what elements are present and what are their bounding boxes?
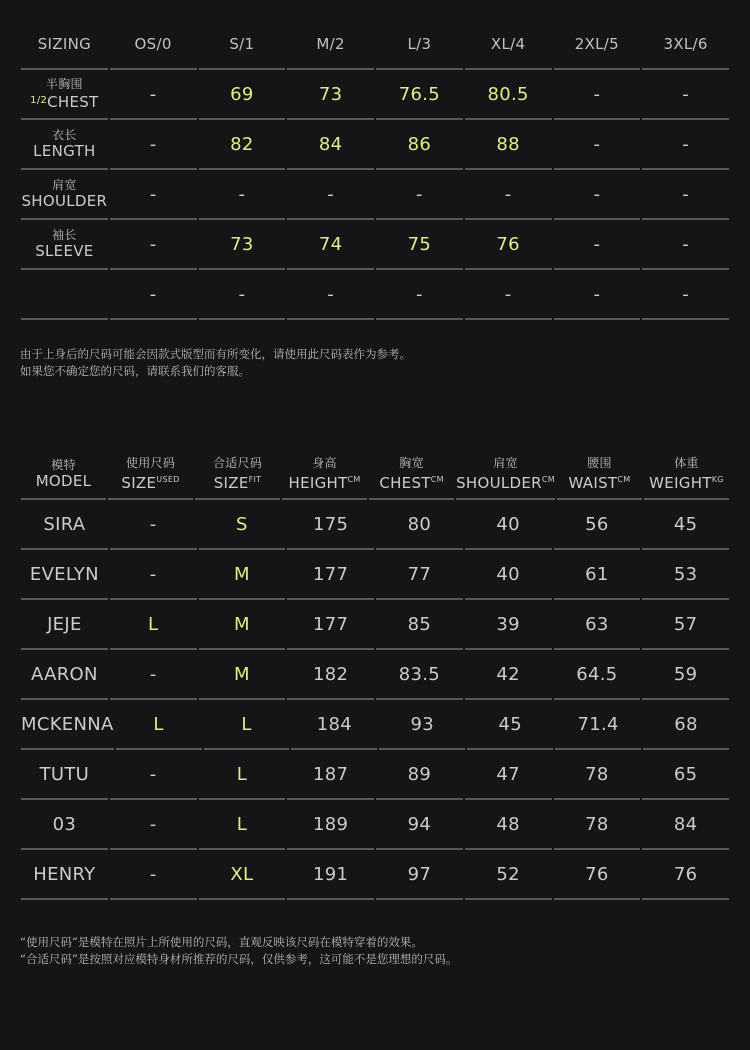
- model-value: 59: [642, 650, 729, 700]
- model-value: 177: [287, 600, 374, 650]
- model-value: 80: [376, 500, 463, 550]
- size-row-label: [21, 220, 108, 270]
- model-value: 94: [376, 800, 463, 850]
- header-en-text: MODEL: [35, 471, 92, 490]
- model-row: [20, 700, 730, 750]
- model-value: 39: [465, 600, 552, 650]
- header-size: M/2: [287, 20, 374, 70]
- size-value: -: [554, 70, 641, 120]
- model-value: 184: [291, 700, 377, 750]
- model-name: TUTU: [21, 750, 108, 800]
- model-value: L: [204, 700, 290, 750]
- model-value: L: [110, 600, 197, 650]
- model-value: 53: [642, 550, 729, 600]
- model-value: XL: [199, 850, 286, 900]
- model-value: 48: [465, 800, 552, 850]
- header-en-text: WAIST: [568, 473, 618, 492]
- size-row-label: [21, 120, 108, 170]
- size-value: -: [465, 170, 552, 220]
- header-size: 3XL/6: [642, 20, 729, 70]
- header-unit: KG: [711, 474, 724, 484]
- model-value: 76: [642, 850, 729, 900]
- size-value: -: [110, 170, 197, 220]
- size-value: -: [554, 220, 641, 270]
- label-en: [30, 91, 98, 112]
- model-row: [20, 500, 730, 550]
- model-value: -: [110, 850, 197, 900]
- label-cn: 肩宽: [52, 177, 77, 192]
- model-table-header: [20, 450, 730, 500]
- model-name: MCKENNA: [21, 700, 114, 750]
- size-value: -: [642, 220, 729, 270]
- size-value: -: [376, 270, 463, 320]
- model-row: [20, 750, 730, 800]
- label-en-text: SLEEVE: [35, 241, 94, 260]
- size-value: -: [642, 170, 729, 220]
- model-row: [20, 800, 730, 850]
- size-value: -: [199, 170, 286, 220]
- label-en-text: LENGTH: [33, 141, 96, 160]
- model-header: [557, 450, 642, 500]
- model-name: SIRA: [21, 500, 108, 550]
- size-table: [20, 20, 730, 320]
- header-sizing: SIZING: [21, 20, 108, 70]
- header-size: 2XL/5: [554, 20, 641, 70]
- size-value: -: [554, 270, 641, 320]
- size-value: -: [110, 270, 197, 320]
- size-value: -: [287, 170, 374, 220]
- header-en-text: HEIGHT: [288, 473, 348, 492]
- size-value: -: [642, 120, 729, 170]
- model-value: 56: [554, 500, 641, 550]
- header-unit: CM: [617, 474, 631, 484]
- model-value: 77: [376, 550, 463, 600]
- model-value: 63: [554, 600, 641, 650]
- size-row: [20, 220, 730, 270]
- size-value: 75: [376, 220, 463, 270]
- size-value: 73: [199, 220, 286, 270]
- size-value: 80.5: [465, 70, 552, 120]
- header-en: [379, 470, 444, 493]
- size-row: [20, 120, 730, 170]
- size-value: 74: [287, 220, 374, 270]
- model-value: -: [110, 650, 197, 700]
- size-value: 84: [287, 120, 374, 170]
- model-value: 61: [554, 550, 641, 600]
- model-value: 93: [379, 700, 465, 750]
- model-name: JEJE: [21, 600, 108, 650]
- size-value: 88: [465, 120, 552, 170]
- model-value: L: [199, 800, 286, 850]
- model-value: M: [199, 550, 286, 600]
- size-value: 73: [287, 70, 374, 120]
- model-header: [456, 450, 555, 500]
- header-en-text: WEIGHT: [649, 473, 712, 492]
- model-value: 68: [643, 700, 729, 750]
- size-row: [20, 70, 730, 120]
- model-value: S: [199, 500, 286, 550]
- model-name: 03: [21, 800, 108, 850]
- model-row: [20, 850, 730, 900]
- header-cn: 腰围: [587, 455, 612, 470]
- header-cn: 合适尺码: [212, 455, 263, 470]
- model-header: [21, 450, 106, 500]
- label-prefix: 1/2: [30, 94, 48, 106]
- model-value: 45: [642, 500, 729, 550]
- size-value: -: [376, 170, 463, 220]
- model-value: 97: [376, 850, 463, 900]
- header-unit: CM: [541, 474, 555, 484]
- model-value: 71.4: [555, 700, 641, 750]
- model-value: 57: [642, 600, 729, 650]
- model-name: HENRY: [21, 850, 108, 900]
- header-cn: 身高: [312, 455, 337, 470]
- header-en-text: SIZE: [213, 473, 249, 492]
- model-name: AARON: [21, 650, 108, 700]
- size-value: 76: [465, 220, 552, 270]
- model-value: 64.5: [554, 650, 641, 700]
- model-value: L: [116, 700, 202, 750]
- header-cn: 胸宽: [399, 455, 424, 470]
- size-table-header: [20, 20, 730, 70]
- size-note-line: 由于上身后的尺码可能会因款式版型而有所变化，请使用此尺码表作为参考。: [20, 347, 411, 361]
- model-value: -: [110, 500, 197, 550]
- size-row-label: [21, 170, 108, 220]
- size-row-label: [21, 270, 108, 320]
- size-row-label: [21, 70, 108, 120]
- model-value: 177: [287, 550, 374, 600]
- header-size: S/1: [199, 20, 286, 70]
- model-value: 45: [467, 700, 553, 750]
- size-value: -: [199, 270, 286, 320]
- label-en-text: SHOULDER: [21, 191, 108, 210]
- header-en: [288, 470, 360, 493]
- header-en: [121, 470, 179, 493]
- model-value: 191: [287, 850, 374, 900]
- header-size: L/3: [376, 20, 463, 70]
- size-value: -: [554, 120, 641, 170]
- size-note: [20, 346, 411, 380]
- size-value: -: [465, 270, 552, 320]
- header-en: [568, 470, 630, 493]
- model-header: [108, 450, 193, 500]
- header-size: XL/4: [465, 20, 552, 70]
- header-size: OS/0: [110, 20, 197, 70]
- model-row: [20, 600, 730, 650]
- model-header: [195, 450, 280, 500]
- model-row: [20, 550, 730, 600]
- header-cn: 使用尺码: [125, 455, 176, 470]
- header-cn: 体重: [674, 455, 699, 470]
- header-unit: USED: [156, 474, 180, 484]
- model-row: [20, 650, 730, 700]
- size-value: -: [110, 120, 197, 170]
- model-value: -: [110, 750, 197, 800]
- size-value: 76.5: [376, 70, 463, 120]
- model-header: [282, 450, 367, 500]
- header-unit: FIT: [248, 474, 262, 484]
- size-value: -: [554, 170, 641, 220]
- header-en: [214, 470, 262, 493]
- label-en: [35, 242, 93, 261]
- model-value: 187: [287, 750, 374, 800]
- size-value: -: [110, 220, 197, 270]
- model-value: -: [110, 800, 197, 850]
- model-value: 84: [642, 800, 729, 850]
- header-en-text: SIZE: [121, 473, 157, 492]
- size-value: 69: [199, 70, 286, 120]
- model-value: 42: [465, 650, 552, 700]
- model-value: 85: [376, 600, 463, 650]
- model-value: 52: [465, 850, 552, 900]
- header-en-text: CHEST: [379, 473, 431, 492]
- model-value: 189: [287, 800, 374, 850]
- model-note: [20, 934, 457, 968]
- label-cn: 半胸围: [45, 76, 83, 91]
- header-unit: CM: [430, 474, 444, 484]
- model-value: -: [110, 550, 197, 600]
- header-cn: 肩宽: [493, 455, 518, 470]
- size-note-line: 如果您不确定您的尺码，请联系我们的客服。: [20, 364, 250, 378]
- model-note-line: “合适尺码”是按照对应模特身材所推荐的尺码，仅供参考，这可能不是您理想的尺码。: [20, 952, 458, 966]
- model-note-line: “使用尺码”是模特在照片上所使用的尺码，直观反映该尺码在模特穿着的效果。: [20, 935, 423, 949]
- model-value: 175: [287, 500, 374, 550]
- model-value: 78: [554, 750, 641, 800]
- size-row: [20, 170, 730, 220]
- model-name: EVELYN: [21, 550, 108, 600]
- model-header: [644, 450, 729, 500]
- header-cn: 模特: [51, 457, 76, 472]
- size-value: 86: [376, 120, 463, 170]
- size-row: [20, 270, 730, 320]
- model-value: 182: [287, 650, 374, 700]
- model-value: L: [199, 750, 286, 800]
- model-table: [20, 450, 730, 900]
- header-en-text: SHOULDER: [456, 473, 542, 492]
- header-unit: CM: [347, 474, 361, 484]
- label-en: [33, 142, 95, 161]
- model-header: [369, 450, 454, 500]
- model-value: 83.5: [376, 650, 463, 700]
- header-en: [456, 470, 555, 493]
- size-value: -: [642, 70, 729, 120]
- model-value: M: [199, 600, 286, 650]
- size-value: -: [287, 270, 374, 320]
- label-en: [21, 192, 107, 211]
- size-value: -: [110, 70, 197, 120]
- label-cn: 衣长: [52, 127, 77, 142]
- model-value: M: [199, 650, 286, 700]
- label-cn: 袖长: [52, 227, 77, 242]
- size-value: 82: [199, 120, 286, 170]
- header-en: [649, 470, 724, 493]
- size-value: -: [642, 270, 729, 320]
- model-value: 78: [554, 800, 641, 850]
- label-en-text: CHEST: [47, 92, 99, 111]
- model-value: 47: [465, 750, 552, 800]
- model-value: 40: [465, 550, 552, 600]
- header-en: [36, 472, 92, 491]
- model-value: 76: [554, 850, 641, 900]
- model-value: 89: [376, 750, 463, 800]
- model-value: 40: [465, 500, 552, 550]
- model-value: 65: [642, 750, 729, 800]
